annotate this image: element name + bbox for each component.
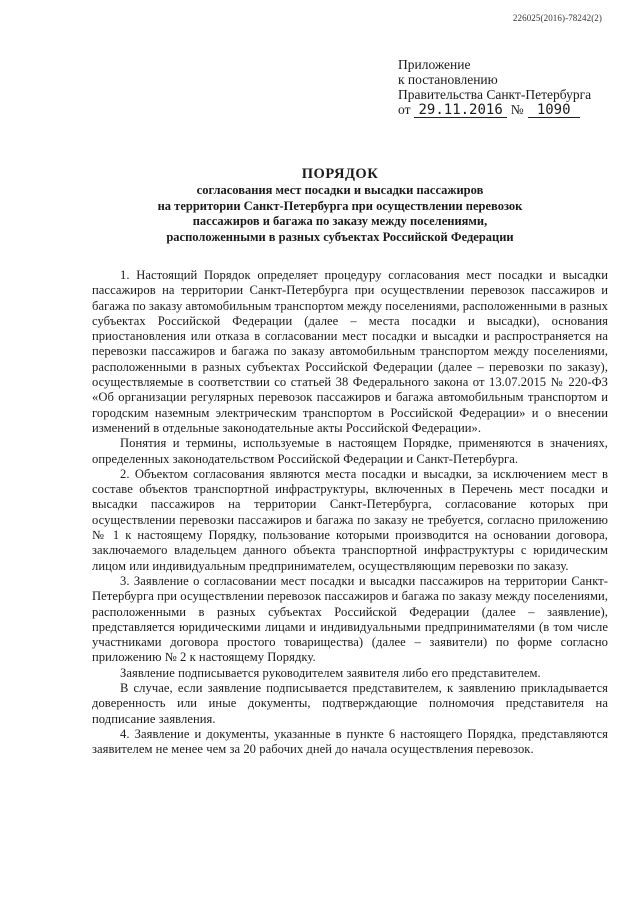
appendix-line-2: к постановлению <box>398 72 498 87</box>
title-subline-1: согласования мест посадки и высадки пассажиров <box>196 183 484 197</box>
title-subline-3: пассажиров и багажа по заказу между поселениями, <box>192 214 488 228</box>
number-value: 1090 <box>528 103 580 118</box>
title-block <box>60 165 620 245</box>
number-sign: № <box>510 102 524 117</box>
date-value: 29.11.2016 <box>414 103 506 118</box>
paragraph-terms: Понятия и термины, используемые в настоящем Порядке, применяются в значениях, определенных законодательством Российской Федерации и Санкт-Петербурга. <box>92 436 608 466</box>
document-id: 226025(2016)-78242(2) <box>512 13 602 23</box>
paragraph-4: 4. Заявление и документы, указанные в пункте 6 настоящего Порядка, представляются заявителем не менее чем за 20 рабочих дней до начала осуществления перевозок. <box>92 726 608 757</box>
appendix-line-1: Приложение <box>398 57 471 72</box>
title-subline-4: расположенными в разных субъектах Российской Федерации <box>166 229 514 244</box>
date-prefix: от <box>398 102 411 117</box>
document-body <box>92 268 608 758</box>
paragraph-signature: Заявление подписывается руководителем заявителя либо его представителем. <box>120 665 541 680</box>
paragraph-2: 2. Объектом согласования являются места посадки и высадки, за исключением мест в составе объектов транспортной инфраструктуры, включенных в Перечень мест посадки и высадки пассажиров на территории Санкт-Петербурга, согласование которых при осуществлении перевозки пассажиров и багажа по заказу не требуется, согласно приложению № 1 к настоящему Порядку, пользование которыми производится на основании договора, заключаемого владельцем данного объекта транспортной инфраструктуры с юридическим лицом или индивидуальным предпринимателем, осуществляющим перевозки по заказу. <box>92 466 608 573</box>
paragraph-3: 3. Заявление о согласовании мест посадки и высадки пассажиров на территории Санкт-Петербурга при осуществлении перевозок пассажиров и багажа по заказу между поселениями, расположенными в разных субъектах Российской Федерации (далее – заявление), представляется юридическими лицами и индивидуальными предпринимателями (в том числе участниками договора простого товарищества) (далее – заявители) по форме согласно приложению № 2 к настоящему Порядку. <box>92 573 608 665</box>
appendix-block <box>398 57 591 118</box>
paragraph-representative: В случае, если заявление подписывается представителем, к заявлению прикладывается доверенность или иные документы, подтверждающие полномочия представителя на подписание заявления. <box>92 681 608 726</box>
appendix-date-line <box>398 102 591 118</box>
document-title: ПОРЯДОК <box>301 166 379 182</box>
paragraph-1: 1. Настоящий Порядок определяет процедуру согласования мест посадки и высадки пассажиров на территории Санкт-Петербурга при осуществлении перевозок пассажиров и багажа по заказу автомобильным транспортом между поселениями, расположенными в разных субъектах Российской Федерации (далее – места посадки и высадки), основания приостановления или отказа в согласовании мест посадки и высадки и распространяется на перевозки пассажиров и багажа по заказу автомобильным транспортом между поселениями, расположенными в разных субъектах Российской Федерации (далее – перевозки по заказу), осуществляемые в соответствии со статьей 38 Федерального закона от 13.07.2015 № 220-ФЗ «Об организации регулярных перевозок пассажиров и багажа автомобильным транспортом и городским наземным электрическим транспортом в Российской Федерации» и о внесении изменений в отдельные законодательные акты Российской Федерации». <box>92 268 608 435</box>
title-subline-2: на территории Санкт-Петербурга при осуществлении перевозок <box>157 198 523 213</box>
appendix-line-3: Правительства Санкт-Петербурга <box>398 87 592 102</box>
